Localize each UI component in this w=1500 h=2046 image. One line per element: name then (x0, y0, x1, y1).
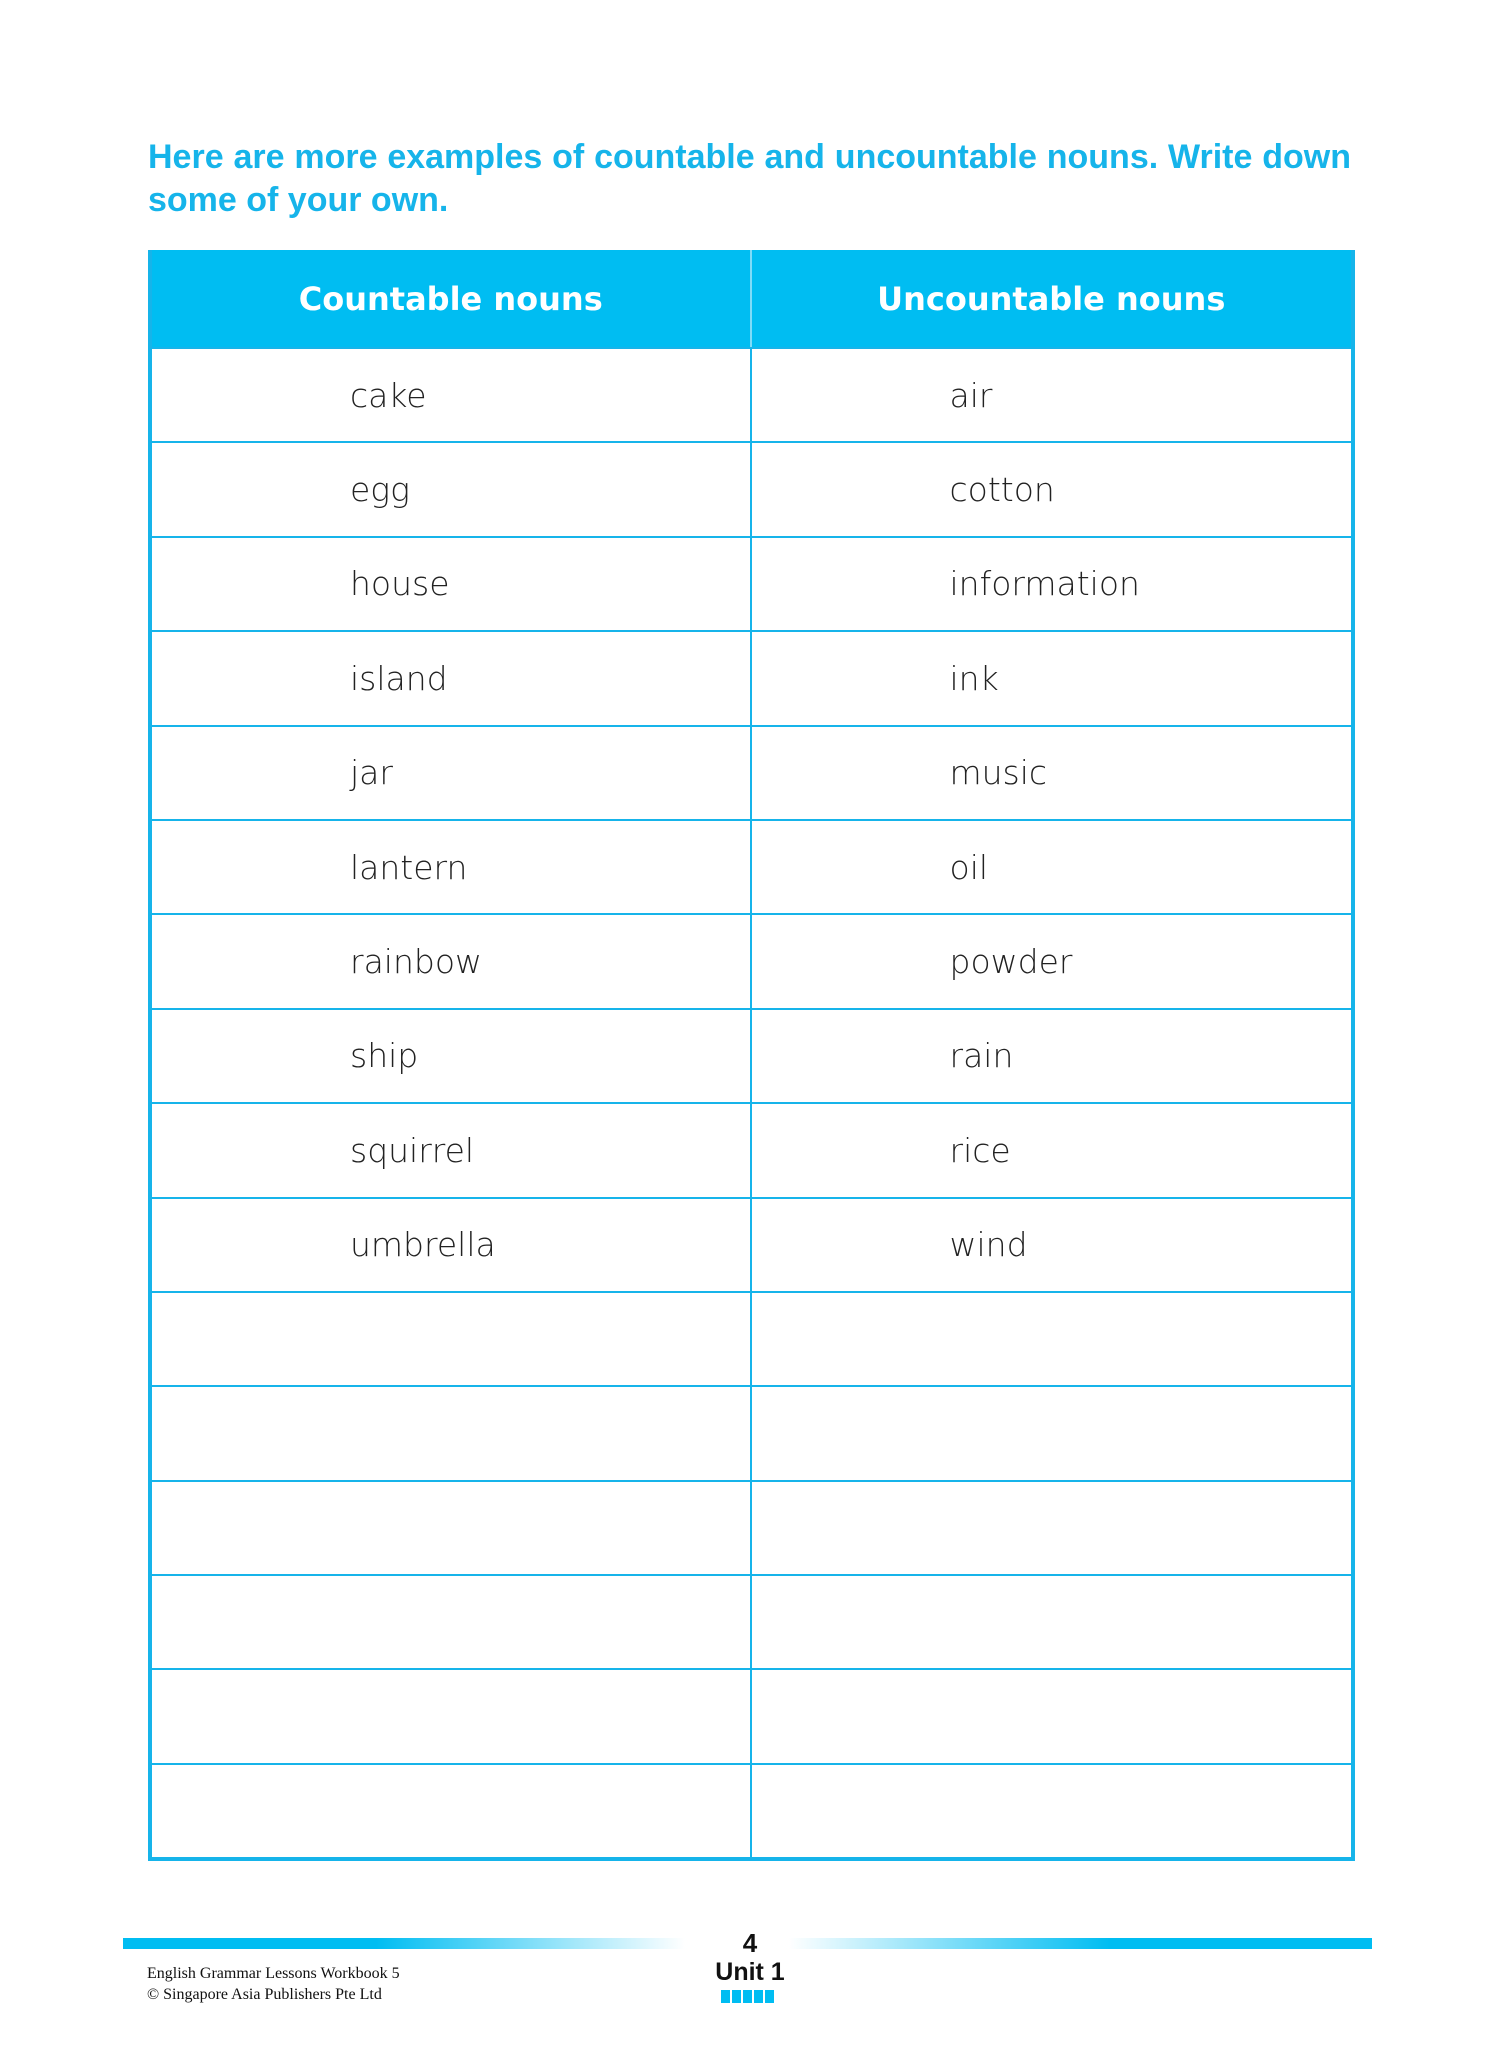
unit-blocks-decoration (721, 1990, 774, 2003)
copyright: © Singapore Asia Publishers Pte Ltd (147, 1986, 382, 2003)
countable-noun-cell[interactable] (152, 1765, 752, 1857)
countable-noun-cell: umbrella (152, 1199, 752, 1291)
table-row (152, 1197, 1351, 1291)
uncountable-noun-cell: cotton (949, 470, 1055, 510)
uncountable-noun-cell: powder (949, 942, 1073, 982)
header-countable: Countable nouns (152, 250, 752, 347)
table-row (152, 1291, 1351, 1385)
countable-noun-cell[interactable] (152, 1576, 752, 1668)
table-row (152, 1385, 1351, 1479)
uncountable-noun-cell: wind (949, 1225, 1028, 1265)
countable-noun-cell[interactable] (152, 1387, 752, 1479)
table-header (152, 250, 1351, 347)
table-row (152, 725, 1351, 819)
uncountable-noun-cell: air (949, 375, 993, 415)
uncountable-noun-cell[interactable] (752, 1576, 1352, 1668)
footer-bar-right (789, 1938, 1372, 1949)
uncountable-noun-cell[interactable] (752, 1670, 1352, 1762)
footer-credits (147, 1963, 400, 2005)
uncountable-noun-cell: ink (949, 658, 999, 698)
table-row (152, 1102, 1351, 1196)
countable-noun-cell: cake (152, 349, 752, 441)
header-uncountable: Uncountable nouns (877, 279, 1226, 318)
uncountable-noun-cell: music (949, 753, 1048, 793)
table-row (152, 441, 1351, 535)
page-number: 4 (742, 1928, 758, 1958)
uncountable-noun-cell[interactable] (752, 1482, 1352, 1574)
countable-noun-cell: egg (152, 443, 752, 535)
countable-noun-cell: island (152, 632, 752, 724)
table-row (152, 347, 1351, 441)
table-row (152, 1668, 1351, 1762)
countable-noun-cell: rainbow (152, 915, 752, 1007)
instruction-heading: Here are more examples of countable and uncountable nouns. Write down some of your own. (148, 138, 1351, 219)
nouns-table (148, 250, 1355, 1861)
uncountable-noun-cell[interactable] (752, 1293, 1352, 1385)
countable-noun-cell[interactable] (152, 1293, 752, 1385)
table-row (152, 1574, 1351, 1668)
table-row (152, 913, 1351, 1007)
uncountable-noun-cell[interactable] (752, 1387, 1352, 1479)
table-row (152, 819, 1351, 913)
table-row (152, 1763, 1351, 1857)
uncountable-noun-cell: information (949, 564, 1140, 604)
uncountable-noun-cell: rice (949, 1130, 1011, 1170)
table-row (152, 536, 1351, 630)
footer-bar-left (123, 1938, 685, 1949)
countable-noun-cell[interactable] (152, 1482, 752, 1574)
table-row (152, 1480, 1351, 1574)
uncountable-noun-cell: oil (949, 847, 989, 887)
countable-noun-cell: lantern (152, 821, 752, 913)
unit-label: Unit 1 (715, 1958, 785, 1986)
countable-noun-cell: jar (152, 727, 752, 819)
countable-noun-cell: house (152, 538, 752, 630)
countable-noun-cell: ship (152, 1010, 752, 1102)
countable-noun-cell: squirrel (152, 1104, 752, 1196)
uncountable-noun-cell: rain (949, 1036, 1014, 1076)
book-title: English Grammar Lessons Workbook 5 (147, 1965, 400, 1982)
table-row (152, 1008, 1351, 1102)
table-row (152, 630, 1351, 724)
countable-noun-cell[interactable] (152, 1670, 752, 1762)
uncountable-noun-cell[interactable] (752, 1765, 1352, 1857)
